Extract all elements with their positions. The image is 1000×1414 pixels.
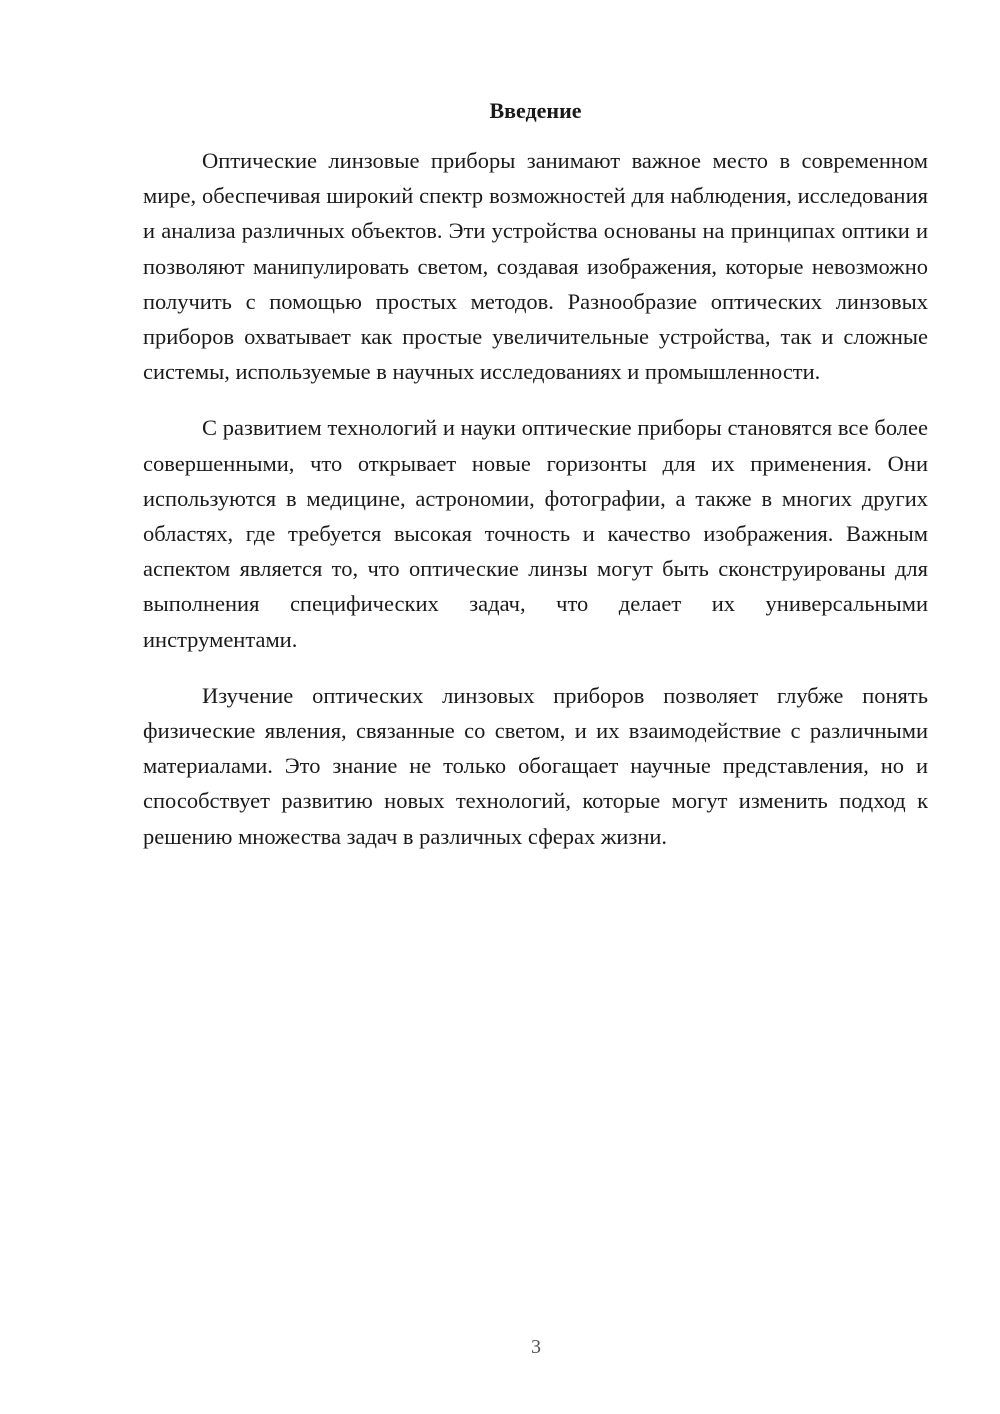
paragraph-3: Изучение оптических линзовых приборов позволяет глубже понять физические явления, связанные со светом, и их взаимодействие с различными материалами. Это знание не только обогащает научные представления, но и способствует развитию новых технологий, которые могут изменить подход к решению множества задач в различных сферах жизни.	[143, 682, 928, 849]
section-heading: Введение	[489, 98, 582, 123]
page-number: 3	[531, 1336, 541, 1358]
body-text	[143, 143, 928, 875]
paragraph-2: С развитием технологий и науки оптические приборы становятся все более совершенными, что открывает новые горизонты для их применения. Они используются в медицине, астрономии, фотографии, а также в многих других областях, где требуется высокая точность и качество изображения. Важным аспектом является то, что оптические линзы могут быть сконструированы для выполнения специфических задач, что делает их универсальными инструментами.	[143, 415, 928, 652]
paragraph-1: Оптические линзовые приборы занимают важное место в современном мире, обеспечивая широкий спектр возможностей для наблюдения, исследования и анализа различных объектов. Эти устройства основаны на принципах оптики и позволяют манипулировать светом, создавая изображения, которые невозможно получить с помощью простых методов. Разнообразие оптических линзовых приборов охватывает как простые увеличительные устройства, так и сложные системы, используемые в научных исследованиях и промышленности.	[143, 148, 928, 385]
